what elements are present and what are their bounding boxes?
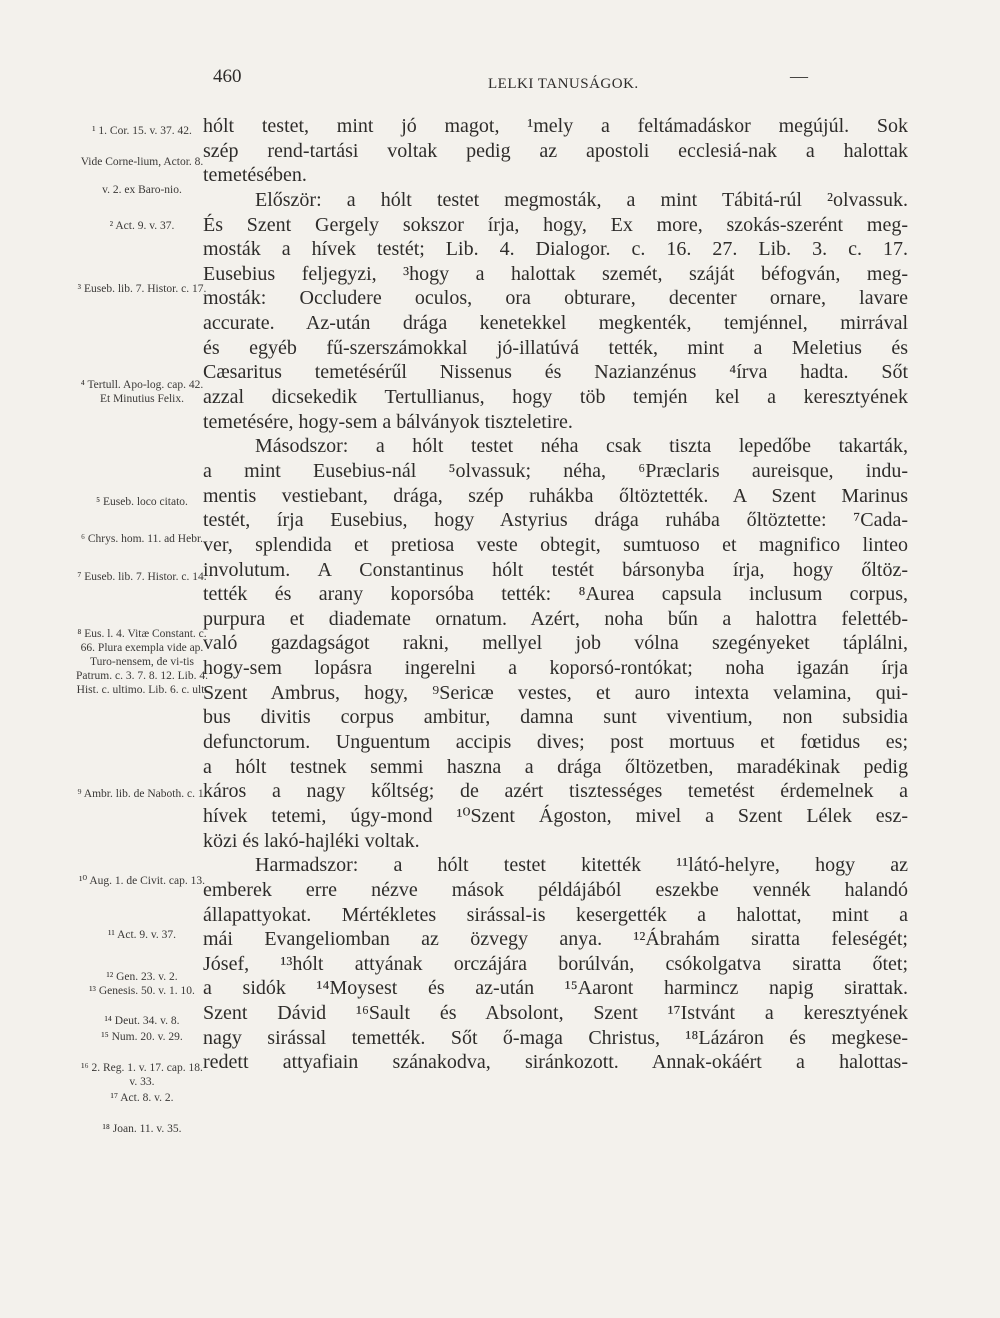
margin-note: ⁹ Ambr. lib. de Naboth. c. 1. bbox=[77, 788, 207, 800]
text-line: szép rend-tartási voltak pedig az apostoli ecclesiá-nak a halottak bbox=[203, 139, 908, 162]
text-line: emberek erre nézve mások példájából eszekbe vennék halandó bbox=[203, 878, 908, 901]
text-line: mosták: Occludere oculos, ora obturare, decenter ornare, lavare bbox=[203, 287, 908, 310]
text-line: káros a nagy kőltség; de azért tisztességes temetést érdemelnek a bbox=[203, 780, 908, 803]
margin-note: ¹ 1. Cor. 15. v. 37. 42. bbox=[92, 125, 192, 137]
margin-note: ¹⁶ 2. Reg. 1. v. 17. cap. 18. v. 33. bbox=[81, 1062, 203, 1088]
text-line: temetésében. bbox=[203, 164, 307, 187]
text-line: mái Evangeliomban az özvegy anya. ¹²Ábrahám siratta feleségét; bbox=[203, 928, 908, 951]
text-line: azzal dicsekedik Tertullianus, hogy töb temjén kel a keresztyének bbox=[203, 386, 908, 409]
text-line: testét, írja Eusebius, hogy Astyrius drága ruhába őltöztette: ⁷Cada- bbox=[203, 509, 908, 532]
text-line: bus divitis corpus ambitur, damna sunt viventium, non subsidia bbox=[203, 706, 908, 729]
margin-note: ⁷ Euseb. lib. 7. Histor. c. 14. bbox=[77, 571, 207, 583]
text-line: Eusebius feljegyzi, ³hogy a halottak szemét, száját béfogván, meg- bbox=[203, 262, 908, 285]
margin-note: ¹³ Genesis. 50. v. 1. 10. bbox=[89, 985, 195, 997]
text-line: mentis vestiebant, drága, szép ruhákba őltöztették. A Szent Marinus bbox=[203, 484, 908, 507]
text-line: temetésére, hogy-sem a bálványok tiszteletire. bbox=[203, 410, 573, 433]
text-line: defunctorum. Unguentum accipis dives; post mortuus et fœtidus es; bbox=[203, 731, 908, 754]
body-text bbox=[203, 114, 908, 1075]
text-line: Először: a hólt testet megmosták, a mint Tábitá-rúl ²olvassuk. bbox=[255, 188, 908, 211]
margin-note: ¹² Gen. 23. v. 2. bbox=[106, 971, 178, 983]
text-line: Szent Dávid ¹⁶Sault és Absolont, Szent ¹⁷Istvánt a keresztyének bbox=[203, 1002, 908, 1025]
margin-note: ¹⁷ Act. 8. v. 2. bbox=[110, 1092, 174, 1104]
running-title: LELKI TANUSÁGOK. bbox=[488, 76, 639, 92]
text-line: Másodszor: a hólt testet néha csak tiszta lepedőbe takarták, bbox=[255, 435, 908, 458]
text-line: való gazdagságot rakni, mellyel job vólna szegényeket táplálni, bbox=[203, 632, 908, 655]
page-number: 460 bbox=[213, 66, 242, 87]
text-line: mosták a hívek testét; Lib. 4. Dialogor. c. 16. 27. Lib. 3. c. 17. bbox=[203, 238, 908, 261]
text-line: redett attyafiain szánakodva, siránkozott. Annak-okáért a halottas- bbox=[203, 1051, 908, 1074]
page-header bbox=[0, 66, 1000, 96]
text-line: állapattyokat. Mértékletes sirással-is kesergették a halottat, mint a bbox=[203, 903, 908, 926]
text-line: közi és lakó-hajléki voltak. bbox=[203, 829, 420, 852]
margin-note: ⁵ Euseb. loco citato. bbox=[96, 496, 188, 508]
text-line: a hólt testnek semmi haszna a drága őltözetben, maradékinak pedig bbox=[203, 755, 908, 778]
text-line: involutum. A Constantinus hólt testét bársonyba írja, hogy őltöz- bbox=[203, 558, 908, 581]
text-line: hólt testet, mint jó magot, ¹mely a feltámadáskor megújúl. Sok bbox=[203, 115, 908, 137]
margin-note: ⁶ Chrys. hom. 11. ad Hebr. bbox=[80, 533, 204, 545]
text-line: ver, splendida et pretiosa veste obtegit, sumtuoso et magnifico linteo bbox=[203, 533, 908, 556]
text-line: Szent Ambrus, hogy, ⁹Sericæ vestes, et auro intexta velamina, qui- bbox=[203, 681, 908, 704]
text-line: tették és arany koporsóba tették: ⁸Aurea capsula inclusum corpus, bbox=[203, 583, 908, 606]
text-line: nagy sirással temették. Sőt ő-maga Christus, ¹⁸Lázáron és megkese- bbox=[203, 1026, 908, 1049]
text-line: a mint Eusebius-nál ⁵olvassuk; néha, ⁶Præclaris aureisque, indu- bbox=[203, 459, 908, 482]
text-line: a sidók ¹⁴Moysest és az-után ¹⁵Aaront harmincz napig sirattak. bbox=[203, 977, 908, 1000]
margin-note: Vide Corne-lium, Actor. 8. bbox=[80, 156, 204, 168]
margin-note: ² Act. 9. v. 37. bbox=[109, 220, 175, 232]
margin-note: ¹¹ Act. 9. v. 37. bbox=[107, 929, 177, 941]
margin-note: ¹⁰ Aug. 1. de Civit. cap. 13. bbox=[79, 875, 205, 887]
text-line: Cæsaritus temetésérűl Nissenus és Nazianzénus ⁴írva hadta. Sőt bbox=[203, 361, 908, 384]
text-line: Jósef, ¹³hólt attyának orczájára borúlván, csókolgatva siratta őtet; bbox=[203, 952, 908, 975]
text-line: És Szent Gergely sokszor írja, hogy, Ex more, szokás-szerént meg- bbox=[203, 213, 908, 236]
text-line: Harmadszor: a hólt testet kitették ¹¹látó-helyre, hogy az bbox=[255, 854, 908, 877]
margin-note: ³ Euseb. lib. 7. Histor. c. 17. bbox=[77, 283, 207, 295]
text-line: és egyéb fű-szerszámokkal jó-illatúvá tették, mint a Meletius és bbox=[203, 336, 908, 359]
header-dash: — bbox=[790, 66, 808, 86]
margin-note: v. 2. ex Baro-nio. bbox=[102, 184, 182, 196]
margin-note: ¹⁴ Deut. 34. v. 8. bbox=[104, 1015, 180, 1027]
margin-note: ¹⁸ Joan. 11. v. 35. bbox=[102, 1123, 182, 1135]
margin-note: ⁸ Eus. l. 4. Vitæ Constant. c. 66. Plura exempla vide ap. Turo-nensem, de vi-tis Patrum. c. 3. 7. 8. 12. Lib. 4. Hist. c. ultimo. Lib. 6. c. ult. bbox=[76, 628, 208, 696]
text-line: purpura et diademate ornatum. Azért, noha bűn a halottra felettéb- bbox=[203, 607, 908, 630]
text-line: hogy-sem lopásra ingerelni a koporsó-rontókat; noha igazán írja bbox=[203, 657, 908, 680]
margin-note: ¹⁵ Num. 20. v. 29. bbox=[101, 1031, 183, 1043]
text-line: accurate. Az-után drága kenetekkel megkenték, temjénnel, mirrával bbox=[203, 312, 908, 335]
text-line: hívek tetemi, úgy-mond ¹⁰Szent Ágoston, mivel a Szent Lélek esz- bbox=[203, 804, 908, 827]
margin-note: ⁴ Tertull. Apo-log. cap. 42. Et Minutius Felix. bbox=[80, 379, 204, 405]
